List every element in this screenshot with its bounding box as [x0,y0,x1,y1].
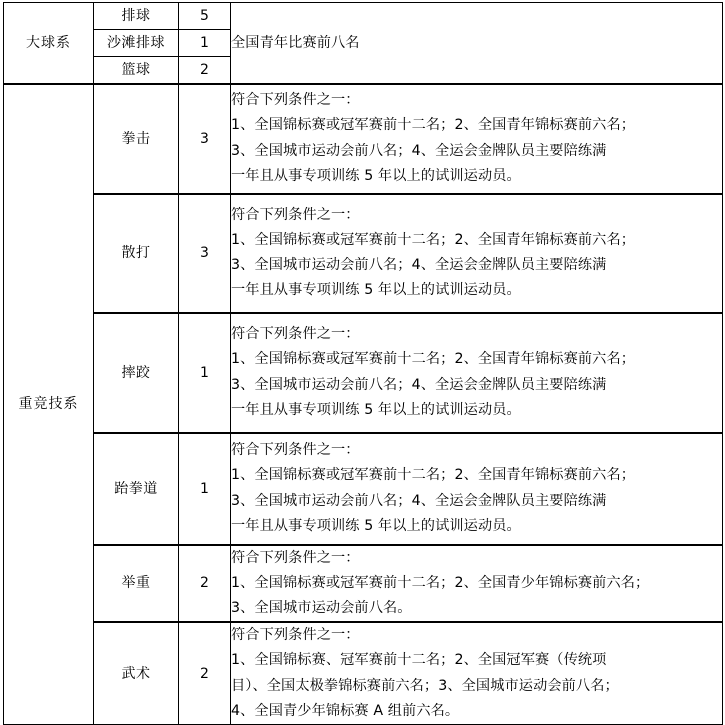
sport-cell: 拳击 [94,84,179,194]
requirement-cell [231,3,723,84]
requirement-line: 一年且从事专项训练 5 年以上的试训运动员。 [231,167,521,184]
requirement-line: 3、全国城市运动会前八名；4、全运会金牌队员主要陪练满 [231,142,607,159]
requirement-line: 1、全国锦标赛或冠军赛前十二名；2、全国青少年锦标赛前六名； [231,574,650,591]
requirement-line: 符合下列条件之一： [231,442,360,459]
requirement-cell [231,84,723,194]
requirement-line: 1、全国锦标赛或冠军赛前十二名；2、全国青年锦标赛前六名； [231,117,636,134]
table-row [4,622,723,724]
requirement-cell [231,545,723,623]
sport-cell: 举重 [94,545,179,623]
requirement-line: 3、全国城市运动会前八名；4、全运会金牌队员主要陪练满 [231,492,607,509]
count-cell: 1 [179,433,231,545]
requirement-cell [231,433,723,545]
table-row [4,313,723,433]
count-cell: 2 [179,57,231,84]
requirement-line: 符合下列条件之一： [231,627,360,644]
requirement-line: 1、全国锦标赛或冠军赛前十二名；2、全国青年锦标赛前六名； [231,467,636,484]
count-cell: 1 [179,30,231,57]
table-row [4,194,723,313]
requirement-line: 1、全国锦标赛或冠军赛前十二名；2、全国青年锦标赛前六名； [231,231,636,248]
table-row [4,84,723,194]
sport-cell: 跆拳道 [94,433,179,545]
requirement-line: 一年且从事专项训练 5 年以上的试训运动员。 [231,401,521,418]
sport-cell: 排球 [94,3,179,30]
requirement-line: 3、全国城市运动会前八名。 [231,599,412,616]
table-row [4,3,723,30]
department-cell: 重竞技系 [4,84,94,725]
admissions-table [3,2,723,725]
requirement-line: 全国青年比赛前八名 [231,34,360,51]
count-cell: 1 [179,313,231,433]
count-cell: 3 [179,194,231,313]
requirement-line: 3、全国城市运动会前八名；4、全运会金牌队员主要陪练满 [231,376,607,393]
requirement-cell [231,622,723,724]
requirement-line: 符合下列条件之一： [231,206,360,223]
requirement-line: 3、全国城市运动会前八名；4、全运会金牌队员主要陪练满 [231,257,607,273]
table-row [4,545,723,623]
sport-cell: 武术 [94,622,179,724]
count-cell: 5 [179,3,231,30]
sport-cell: 散打 [94,194,179,313]
requirement-line: 4、全国青少年锦标赛 A 组前六名。 [231,702,460,719]
requirement-line: 1、全国锦标赛或冠军赛前十二名；2、全国青年锦标赛前六名； [231,351,636,368]
requirement-line: 目）、全国太极拳锦标赛前六名；3、全国城市运动会前八名； [231,677,619,694]
count-cell: 3 [179,84,231,194]
sport-cell: 摔跤 [94,313,179,433]
department-cell: 大球系 [4,3,94,84]
requirement-line: 符合下列条件之一： [231,326,360,343]
sport-cell: 篮球 [94,57,179,84]
table-row [4,433,723,545]
sport-cell: 沙滩排球 [94,30,179,57]
requirement-line: 一年且从事专项训练 5 年以上的试训运动员。 [231,517,521,534]
requirement-cell [231,313,723,433]
count-cell: 2 [179,545,231,623]
requirement-line: 符合下列条件之一： [231,92,360,109]
requirement-line: 1、全国锦标赛、冠军赛前十二名；2、全国冠军赛（传统项 [231,652,607,669]
requirement-line: 符合下列条件之一： [231,549,360,566]
requirement-cell [231,194,723,313]
count-cell: 2 [179,622,231,724]
requirement-line: 一年且从事专项训练 5 年以上的试训运动员。 [231,282,521,299]
